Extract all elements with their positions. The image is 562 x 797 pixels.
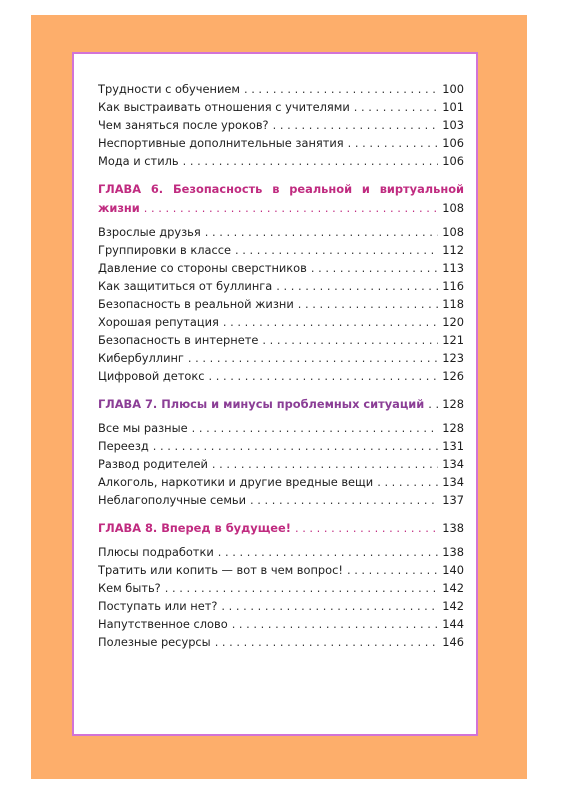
entry-page: 146 — [442, 635, 464, 649]
chapter-7-heading — [98, 395, 464, 413]
entry-title: Группировки в классе — [98, 243, 232, 257]
entry-title: Полезные ресурсы — [98, 635, 211, 649]
entry-page: 142 — [442, 581, 464, 595]
toc-entry — [98, 367, 464, 385]
chapter-8-heading — [98, 519, 464, 537]
entry-page: 108 — [442, 225, 464, 239]
leader-dots — [428, 395, 438, 413]
entry-page: 134 — [442, 475, 464, 489]
toc-group-2 — [98, 223, 464, 385]
leader-dots — [153, 437, 438, 455]
toc-entry — [98, 259, 464, 277]
entry-title: Трудности с обучением — [98, 82, 240, 96]
entry-page: 138 — [442, 545, 464, 559]
toc-entry — [98, 313, 464, 331]
toc-entry — [98, 331, 464, 349]
entry-page: 126 — [442, 369, 464, 383]
toc-entry — [98, 152, 464, 170]
leader-dots — [250, 491, 438, 509]
leader-dots — [221, 597, 438, 615]
entry-page: 112 — [442, 243, 464, 257]
entry-page: 134 — [442, 457, 464, 471]
toc-entry — [98, 223, 464, 241]
entry-page: 116 — [442, 279, 464, 293]
toc-entry — [98, 633, 464, 651]
leader-dots — [232, 615, 438, 633]
leader-dots — [235, 241, 438, 259]
toc-entry — [98, 455, 464, 473]
leader-dots — [223, 313, 438, 331]
chapter-page: 108 — [442, 201, 464, 215]
toc-entry — [98, 419, 464, 437]
chapter-title-line-1: ГЛАВА 6. Безопасность в реальной и виртуальной — [98, 182, 464, 196]
leader-dots — [348, 134, 438, 152]
entry-title: Развод родителей — [98, 457, 208, 471]
toc-group-3 — [98, 419, 464, 509]
toc-entry — [98, 98, 464, 116]
chapter-title: ГЛАВА 7. Плюсы и минусы проблемных ситуаций — [98, 397, 425, 411]
entry-page: 101 — [442, 100, 464, 114]
entry-title: Все мы разные — [98, 421, 188, 435]
toc-entry — [98, 134, 464, 152]
entry-title: Кибербуллинг — [98, 351, 184, 365]
toc-entry — [98, 295, 464, 313]
entry-page: 118 — [442, 297, 464, 311]
toc-entry — [98, 543, 464, 561]
entry-page: 142 — [442, 599, 464, 613]
entry-title: Взрослые друзья — [98, 225, 201, 239]
chapter-title: жизни — [98, 201, 140, 215]
chapter-title-line — [98, 395, 464, 413]
toc-group-4 — [98, 543, 464, 651]
leader-dots — [244, 80, 438, 98]
entry-title: Давление со стороны сверстников — [98, 261, 307, 275]
entry-title: Алкоголь, наркотики и другие вредные вещи — [98, 475, 374, 489]
table-of-contents — [98, 80, 464, 651]
toc-page — [72, 52, 478, 736]
toc-entry — [98, 491, 464, 509]
toc-entry — [98, 80, 464, 98]
entry-page: 120 — [442, 315, 464, 329]
entry-title: Неблагополучные семьи — [98, 493, 247, 507]
leader-dots — [298, 295, 438, 313]
entry-title: Неспортивные дополнительные занятия — [98, 136, 344, 150]
toc-entry — [98, 437, 464, 455]
leader-dots — [218, 543, 438, 561]
entry-page: 100 — [442, 82, 464, 96]
chapter-title: ГЛАВА 8. Вперед в будущее! — [98, 521, 291, 535]
chapter-title-line-2 — [98, 199, 464, 217]
toc-entry — [98, 349, 464, 367]
entry-page: 106 — [442, 154, 464, 168]
leader-dots — [276, 277, 438, 295]
entry-title: Чем заняться после уроков? — [98, 118, 269, 132]
entry-title: Как защититься от буллинга — [98, 279, 273, 293]
leader-dots — [144, 199, 438, 217]
entry-title: Безопасность в реальной жизни — [98, 297, 294, 311]
entry-page: 123 — [442, 351, 464, 365]
chapter-6-heading — [98, 180, 464, 217]
entry-page: 106 — [442, 136, 464, 150]
entry-page: 103 — [442, 118, 464, 132]
entry-page: 137 — [442, 493, 464, 507]
leader-dots — [262, 331, 438, 349]
toc-entry — [98, 241, 464, 259]
leader-dots — [188, 349, 438, 367]
entry-page: 113 — [442, 261, 464, 275]
toc-entry — [98, 615, 464, 633]
chapter-page: 138 — [442, 521, 464, 535]
entry-title: Плюсы подработки — [98, 545, 214, 559]
entry-page: 144 — [442, 617, 464, 631]
toc-entry — [98, 473, 464, 491]
leader-dots — [192, 419, 438, 437]
leader-dots — [215, 633, 438, 651]
toc-entry — [98, 579, 464, 597]
entry-page: 131 — [442, 439, 464, 453]
leader-dots — [311, 259, 438, 277]
entry-page: 128 — [442, 421, 464, 435]
leader-dots — [183, 152, 438, 170]
toc-entry — [98, 597, 464, 615]
entry-title: Переезд — [98, 439, 149, 453]
entry-title: Поступать или нет? — [98, 599, 218, 613]
chapter-page: 128 — [442, 397, 464, 411]
entry-title: Тратить или копить — вот в чем вопрос! — [98, 563, 343, 577]
leader-dots — [212, 455, 438, 473]
entry-title: Хорошая репутация — [98, 315, 219, 329]
toc-entry — [98, 277, 464, 295]
entry-title: Напутственное слово — [98, 617, 228, 631]
leader-dots — [205, 223, 438, 241]
leader-dots — [295, 519, 438, 537]
leader-dots — [354, 98, 438, 116]
leader-dots — [209, 367, 438, 385]
toc-group-1 — [98, 80, 464, 170]
entry-page: 121 — [442, 333, 464, 347]
leader-dots — [165, 579, 438, 597]
leader-dots — [347, 561, 438, 579]
entry-title: Мода и стиль — [98, 154, 179, 168]
entry-title: Цифровой детокс — [98, 369, 205, 383]
chapter-title-line — [98, 519, 464, 537]
leader-dots — [377, 473, 438, 491]
toc-entry — [98, 116, 464, 134]
entry-title: Безопасность в интернете — [98, 333, 259, 347]
entry-title: Как выстраивать отношения с учителями — [98, 100, 350, 114]
entry-title: Кем быть? — [98, 581, 161, 595]
toc-entry — [98, 561, 464, 579]
leader-dots — [273, 116, 438, 134]
entry-page: 140 — [442, 563, 464, 577]
